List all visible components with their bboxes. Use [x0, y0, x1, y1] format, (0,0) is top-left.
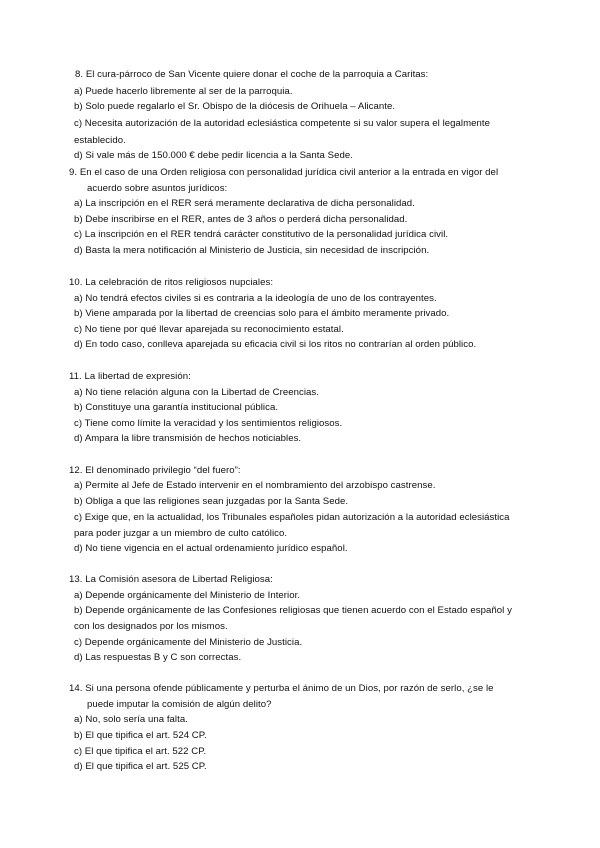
question-10-stem: 10. La celebración de ritos religiosos nupciales:	[69, 277, 274, 288]
question-9-option-a: a) La inscripción en el RER será meramente declarativa de dicha personalidad.	[74, 198, 415, 209]
question-11-option-d: d) Ampara la libre transmisión de hechos noticiables.	[74, 433, 302, 444]
question-12-option-c: c) Exige que, en la actualidad, los Tribunales españoles pidan autorización a la autoridad eclesiástica	[74, 512, 510, 523]
question-9-option-c: c) La inscripción en el RER tendrá carácter constitutivo de la personalidad jurídica civil.	[74, 229, 449, 240]
question-14-stem: puede imputar la comisión de algún delito?	[87, 699, 272, 710]
question-12-option-c: para poder juzgar a un miembro de culto católico.	[74, 528, 288, 539]
question-10-option-d: d) En todo caso, conlleva aparejada su eficacia civil si los ritos no contrarían al orden público.	[74, 339, 477, 350]
question-13-option-d: d) Las respuestas B y C son correctas.	[74, 652, 242, 663]
question-9-stem: acuerdo sobre asuntos jurídicos:	[87, 183, 228, 194]
question-13-option-c: c) Depende orgánicamente del Ministerio de Justicia.	[74, 637, 303, 648]
question-13-option-b: con los designados por los mismos.	[74, 621, 228, 632]
question-9-stem: 9. En el caso de una Orden religiosa con personalidad jurídica civil anterior a la entrada en vigor del	[69, 167, 499, 178]
question-14-stem: 14. Si una persona ofende públicamente y perturba el ánimo de un Dios, por razón de serlo, ¿se le	[69, 683, 494, 694]
question-12-option-d: d) No tiene vigencia en el actual ordenamiento jurídico español.	[74, 543, 348, 554]
question-10-option-b: b) Viene amparada por la libertad de creencias solo para el ámbito meramente privado.	[74, 308, 450, 319]
question-14-option-b: b) El que tipifica el art. 524 CP.	[74, 730, 207, 741]
question-14-option-d: d) El que tipifica el art. 525 CP.	[74, 761, 207, 772]
question-8-option-a: a) Puede hacerlo libremente al ser de la parroquia.	[74, 86, 293, 97]
question-8-option-d: d) Si vale más de 150.000 € debe pedir licencia a la Santa Sede.	[74, 150, 353, 161]
question-11-stem: 11. La libertad de expresión:	[69, 371, 191, 382]
question-12-option-b: b) Obliga a que las religiones sean juzgadas por la Santa Sede.	[74, 496, 349, 507]
question-14-option-a: a) No, solo sería una falta.	[74, 714, 188, 725]
question-12-option-a: a) Permite al Jefe de Estado intervenir en el nombramiento del arzobispo castrense.	[74, 480, 436, 491]
question-13-option-a: a) Depende orgánicamente del Ministerio de Interior.	[74, 590, 301, 601]
question-13-stem: 13. La Comisión asesora de Libertad Religiosa:	[69, 574, 273, 585]
question-8-option-c: establecido.	[74, 135, 126, 146]
question-8-stem: 8. El cura-párroco de San Vicente quiere donar el coche de la parroquia a Caritas:	[75, 69, 429, 80]
question-11-option-c: c) Tiene como límite la veracidad y los sentimientos religiosos.	[74, 418, 343, 429]
question-13-option-b: b) Depende orgánicamente de las Confesiones religiosas que tienen acuerdo con el Estado español y	[74, 605, 512, 616]
question-9-option-b: b) Debe inscribirse en el RER, antes de 3 años o perderá dicha personalidad.	[74, 214, 408, 225]
question-12-stem: 12. El denominado privilegio “del fuero”:	[69, 465, 241, 476]
question-8-option-c: c) Necesita autorización de la autoridad eclesiástica competente si su valor supera el legalmente	[74, 118, 491, 129]
question-9-option-d: d) Basta la mera notificación al Ministerio de Justicia, sin necesidad de inscripción.	[74, 245, 430, 256]
question-14-option-c: c) El que tipifica el art. 522 CP.	[74, 746, 207, 757]
question-10-option-a: a) No tendrá efectos civiles si es contraria a la ideología de uno de los contrayentes.	[74, 293, 437, 304]
question-11-option-b: b) Constituye una garantía institucional pública.	[74, 402, 279, 413]
question-10-option-c: c) No tiene por qué llevar aparejada su reconocimiento estatal.	[74, 324, 344, 335]
question-11-option-a: a) No tiene relación alguna con la Libertad de Creencias.	[74, 387, 319, 398]
question-8-option-b: b) Solo puede regalarlo el Sr. Obispo de la diócesis de Orihuela – Alicante.	[74, 101, 396, 112]
